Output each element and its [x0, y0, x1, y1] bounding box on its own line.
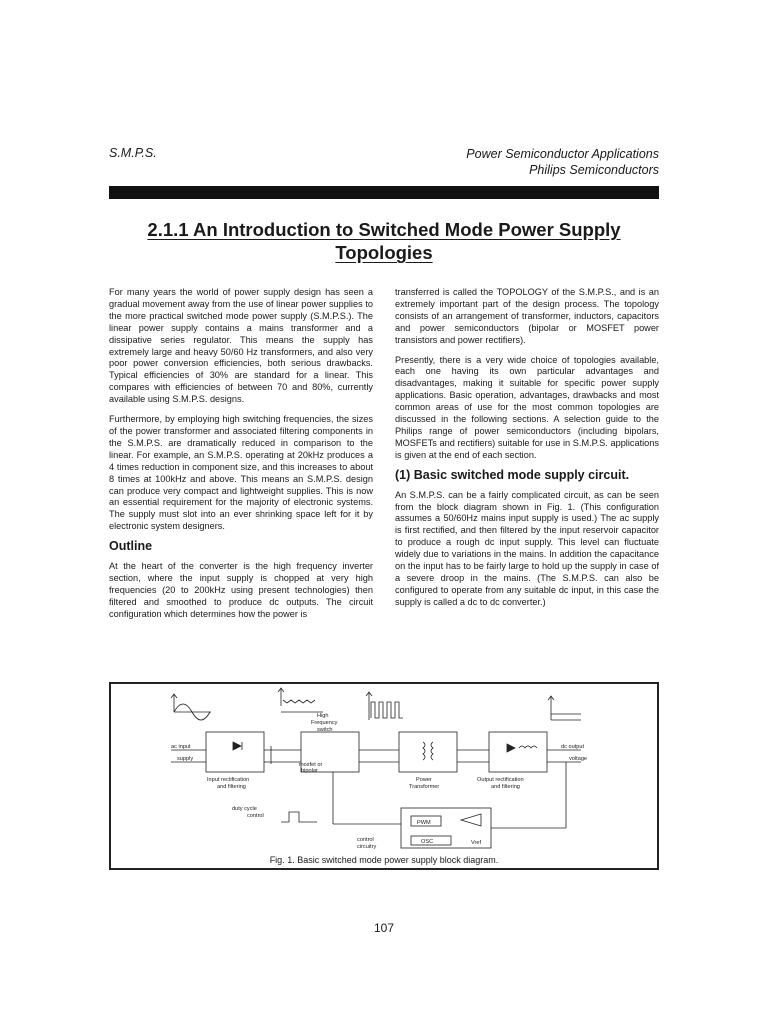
- coil: [431, 742, 433, 760]
- label: Frequency: [311, 720, 338, 726]
- label: duty cycle: [232, 806, 257, 812]
- label: High: [317, 713, 329, 719]
- right-column: [395, 287, 659, 617]
- label: Input rectification: [207, 777, 250, 783]
- paragraph: Furthermore, by employing high switching frequencies, the sizes of the power transformer and associated filtering components in the S.M.P.S. are dramatically reduced in comparison to the linear. For example, an S.M.P.S. operating at 20kHz produces a 4 times reduction in component size, and this increases to about 8 times at 100kHz and above. This means an S.M.P.S. design can produce very compact and lightweight supplies. This is now an essential requirement for the majority of electronic systems. The supply must slot into an ever shrinking space left for it by electronic system designers.: [109, 414, 373, 532]
- error-amp: [461, 814, 481, 826]
- svg-text:and filtering: [491, 784, 520, 790]
- label: Transformer: [409, 784, 440, 790]
- label: and filtering: [491, 784, 520, 790]
- label: dc output: [561, 744, 585, 750]
- svg-text:dc output: [561, 744, 584, 750]
- svg-text:OSC: [421, 839, 433, 845]
- diode: [233, 742, 241, 750]
- svg-text:supply: [177, 756, 193, 762]
- pulse-wave: [281, 812, 317, 822]
- svg-text:Vref: [471, 840, 481, 846]
- svg-text:PWM: [417, 820, 431, 826]
- label: circuitry: [357, 844, 377, 850]
- svg-text:Transformer: [409, 784, 439, 790]
- label: voltage: [569, 756, 588, 762]
- svg-text:Power: [416, 777, 432, 783]
- svg-text:Output rectification: [477, 777, 524, 783]
- section-title-line1: 2.1.1 An Introduction to Switched Mode Power Supply: [147, 219, 621, 240]
- square-wave: [371, 702, 403, 718]
- label: Power: [416, 777, 432, 783]
- svg-text:switch: [317, 727, 333, 733]
- svg-text:and filtering: [217, 784, 246, 790]
- label: supply: [177, 756, 194, 762]
- svg-text:control: [247, 813, 264, 819]
- input-rectification-block: [206, 732, 264, 772]
- basic-circuit-heading: (1) Basic switched mode supply circuit.: [395, 467, 630, 482]
- paragraph: Presently, there is a very wide choice of topologies available, each one having its own particular advantages and disadvantages, making it suitable for specific power supply applications. Basic operation, advantages, drawbacks and most common areas of use for the most common topologies are discussed in the following sections. A selection guide to the Philips range of power semiconductors (including bipolars, MOSFETs and rectifiers) suitable for use in S.M.P.S. applications is given at the end of each section.: [395, 354, 659, 460]
- label: control: [247, 813, 264, 819]
- block-diagram-figure: [109, 682, 659, 870]
- svg-text:bipolar: [301, 768, 318, 774]
- inductor: [519, 746, 537, 748]
- label: bipolar: [301, 768, 318, 774]
- label: Output rectification: [477, 777, 524, 783]
- svg-text:High: [317, 713, 329, 719]
- label: control: [357, 837, 374, 843]
- svg-text:Frequency: [311, 720, 338, 726]
- svg-text:voltage: [569, 756, 587, 762]
- outline-heading: Outline: [109, 539, 153, 554]
- header-rule: [109, 186, 659, 199]
- paragraph: transferred is called the TOPOLOGY of the S.M.P.S., and is an extremely important part of the design process. The topology consists of an arrangement of transformer, inductors, capacitors and power semiconductors (bipolar or MOSFET power transistors and power rectifiers).: [395, 287, 659, 345]
- paragraph: At the heart of the converter is the high frequency inverter section, where the input supply is chopped at very high frequencies (20 to 200kHz using present technologies) then filtered and smoothed to produce dc outputs. The circuit configuration which determines how the power is: [109, 561, 373, 619]
- label: OSC: [421, 839, 434, 845]
- transformer-block: [399, 732, 457, 772]
- svg-text:control: [357, 837, 374, 843]
- section-title-line2: Topologies: [335, 242, 433, 263]
- svg-text:circuitry: [357, 844, 376, 850]
- block-diagram: [111, 684, 657, 868]
- label: ac input: [171, 744, 191, 750]
- label: PWM: [417, 820, 431, 826]
- diode: [507, 744, 515, 752]
- svg-text:Input rectification: [207, 777, 249, 783]
- coil: [423, 742, 425, 760]
- header-publication: Power Semiconductor Applications: [466, 147, 659, 161]
- label: mosfet or: [299, 762, 323, 768]
- svg-text:duty cycle: [232, 806, 257, 812]
- label: and filtering: [217, 784, 246, 790]
- header-company: Philips Semiconductors: [529, 163, 659, 177]
- running-header-right: [466, 146, 659, 178]
- page-number: 107: [373, 921, 395, 935]
- figure-caption: Fig. 1. Basic switched mode power supply block diagram.: [269, 855, 499, 865]
- running-header-left: S.M.P.S.: [109, 146, 157, 160]
- output-rectification-block: [489, 732, 547, 772]
- ripple-wave: [283, 700, 315, 703]
- svg-text:ac input: [171, 744, 191, 750]
- section-title: [109, 218, 659, 264]
- paragraph: For many years the world of power supply design has seen a gradual movement away from the use of linear power supplies to the more practical switched mode power supply (S.M.P.S.). The linear power supply contains a mains transformer and a dissipative series regulator. This means the supply has extremely large and heavy 50/60 Hz transformers, and also very poor power conversion efficiencies, both serious drawbacks. Typical efficiencies of 30% are standard for a linear. This compares with efficiencies of between 70 and 80%, currently available using S.M.P.S. designs.: [109, 287, 373, 405]
- paragraph: An S.M.P.S. can be a fairly complicated circuit, as can be seen from the block diagram shown in Fig. 1. (This configuration assumes a 50/60Hz mains input supply is used.) The ac supply is first rectified, and then filtered by the input reservoir capacitor to produce a rough dc input supply. This level can fluctuate widely due to variations in the mains. In addition the capacitance on the input has to be fairly large to hold up the supply in case of a severe droop in the mains. (The S.M.P.S. can also be configured to operate from any suitable dc input, in this case the supply is called a dc to dc converter.): [395, 489, 659, 607]
- label: switch: [317, 727, 333, 733]
- left-column: [109, 287, 373, 629]
- label: Vref: [471, 840, 482, 846]
